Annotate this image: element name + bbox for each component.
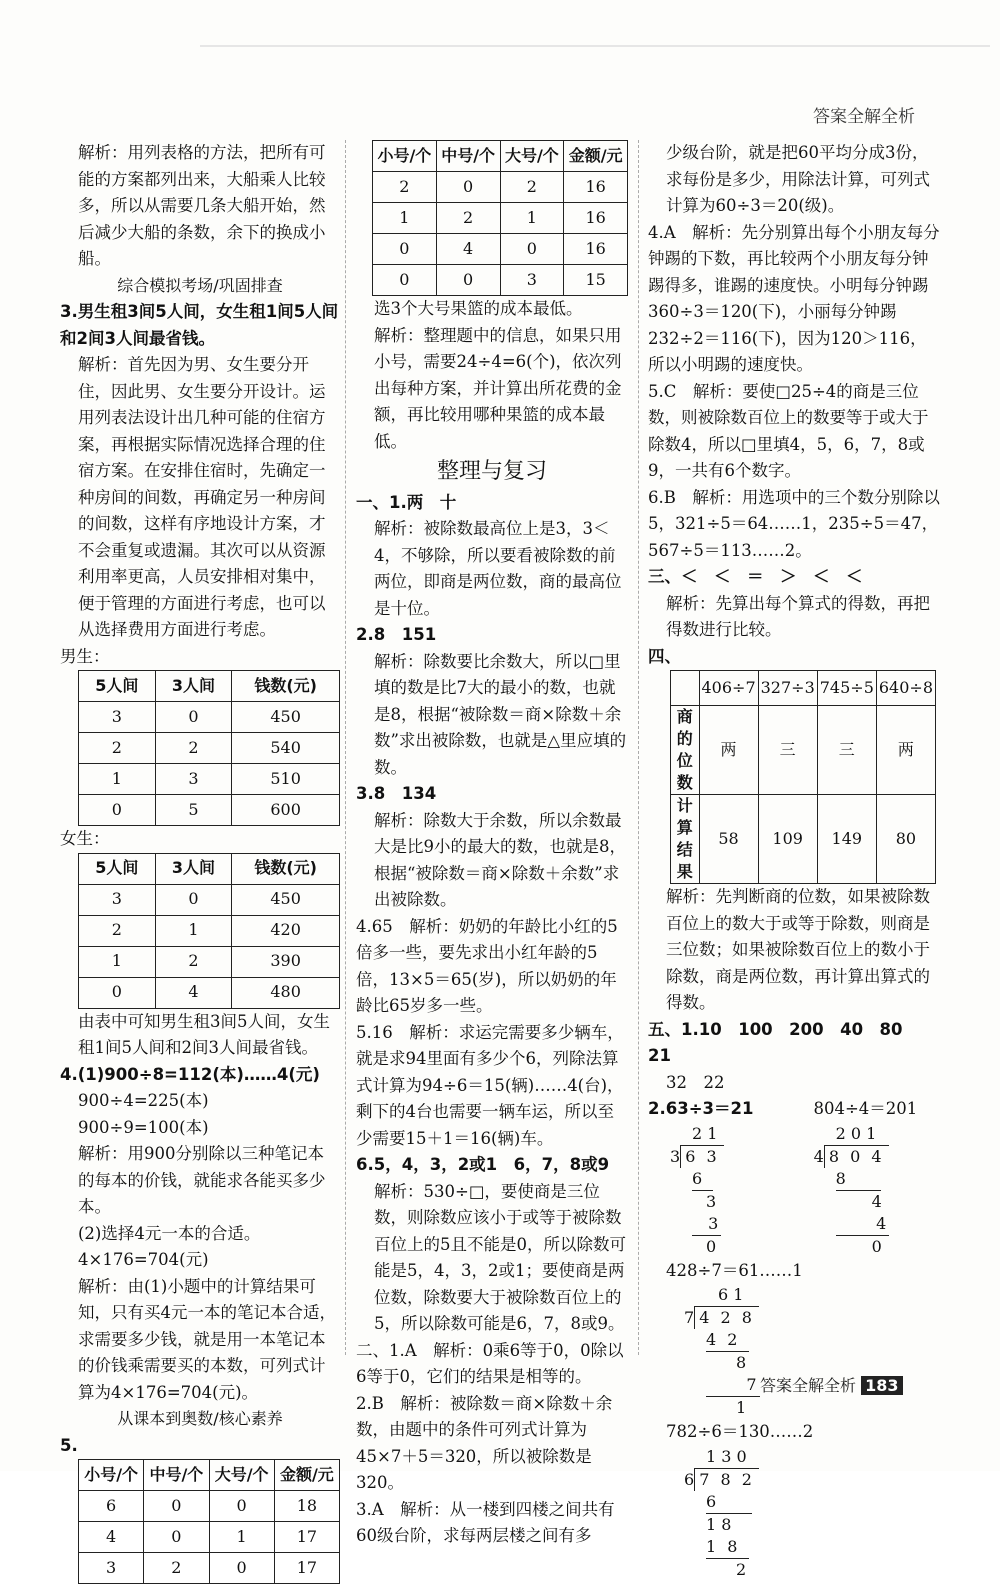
- table-cell: 0: [373, 234, 437, 265]
- table-header: 745÷5: [817, 671, 876, 706]
- table-cell: 2: [155, 733, 232, 764]
- table-cell: 80: [876, 795, 935, 884]
- table-header: 中号/个: [144, 1460, 209, 1491]
- q5-table: [78, 1459, 340, 1584]
- equation: 2.63÷3＝21: [648, 1099, 754, 1118]
- answer-text: 一、1.两 十: [356, 492, 457, 512]
- page-number: 183: [861, 1376, 902, 1395]
- answer-text: 4.(1)900÷8=112(本)……4(元): [60, 1064, 320, 1084]
- table-cell: 1: [79, 764, 156, 795]
- long-division-782-6: 1 3 0 6 7 8 2 6 1 8 1 8 2: [648, 1446, 940, 1581]
- table-cell: 109: [758, 795, 817, 884]
- answer-text: 6.B 解析：用选项中的三个数分别除以5，321÷5＝64……1，235÷5＝47，567÷5＝113……2。: [648, 487, 940, 560]
- table-cell: 0: [79, 795, 156, 826]
- table-cell: 149: [817, 795, 876, 884]
- table-cell: 0: [500, 234, 564, 265]
- table-cell: 1: [373, 203, 437, 234]
- answer-text: 三、＜ ＜ ＝ ＞ ＜ ＜: [648, 567, 863, 586]
- table-header: 大号/个: [209, 1460, 274, 1491]
- answer-text: 3.8 134: [356, 784, 437, 803]
- table-cell: 0: [209, 1553, 274, 1584]
- table-cell: 1: [500, 203, 564, 234]
- table-row: [79, 915, 340, 946]
- table-cell: 510: [232, 764, 340, 795]
- table-cell: 0: [436, 172, 500, 203]
- analysis-text: 解析：先判断商的位数，如果被除数百位上的数大于或等于除数，则商是三位数；如果被除数百位上的数小于除数，商是两位数，再计算出算式的得数。: [666, 887, 930, 1012]
- answer-text: 900÷4=225(本): [78, 1091, 209, 1110]
- table-row: [79, 795, 340, 826]
- table-cell: 0: [209, 1491, 274, 1522]
- table-cell: 450: [232, 884, 340, 915]
- answer-text: 4×176=704(元): [78, 1250, 209, 1269]
- table-cell: 2: [79, 915, 156, 946]
- table-header: 5人间: [79, 853, 156, 884]
- table-header: 钱数(元): [232, 671, 340, 702]
- column-1: [60, 140, 340, 1584]
- table-cell: 1: [209, 1522, 274, 1553]
- table-cell: 2: [373, 172, 437, 203]
- table-row: [79, 946, 340, 977]
- equation: 782÷6＝130……2: [666, 1422, 814, 1441]
- table-row: [79, 977, 340, 1008]
- answer-text: 6.5，4，3，2或1 6，7，8或9: [356, 1155, 610, 1174]
- table-cell: 2: [436, 203, 500, 234]
- female-table: [78, 853, 340, 1009]
- analysis-text: 少级台阶，就是把60平均分成3份，求每份是多少，用除法计算，可列式计算为60÷3＝20(级)。: [666, 143, 930, 215]
- analysis-text: 解析：由(1)小题中的计算结果可知，只有买4元一本的笔记本合适，求需要多少钱，就是用一本笔记本的价钱乘需要买的本数，可列式计算为4×176=704(元)。: [78, 1276, 336, 1402]
- analysis-text: 解析：用列表格的方法，把所有可能的方案都列出来，大船乘人比较多，所以从需要几条大船开始，然后减少大船的条数，余下的换成小船。: [78, 143, 326, 268]
- table-cell: 0: [144, 1522, 209, 1553]
- table-cell: 0: [155, 702, 232, 733]
- table-cell: 4: [155, 977, 232, 1008]
- table-cell: 两: [876, 706, 935, 795]
- equation: 428÷7＝61……1: [666, 1260, 803, 1280]
- answer-text: 2.8 151: [356, 625, 437, 644]
- table-cell: 3: [155, 764, 232, 795]
- table-header: 钱数(元): [232, 853, 340, 884]
- column-divider: [345, 140, 346, 1355]
- table-cell: 4: [79, 1522, 144, 1553]
- table-row: [79, 884, 340, 915]
- analysis-text: 解析：首先因为男、女生要分开住，因此男、女生要分开设计。运用列表法设计出几种可能的住宿方案，再根据实际情况选择合理的住宿方案。在安排住宿时，先确定一种房间的间数，再确定另一种房间的间数，这样有序地设计方案，才不会重复或遗漏。其次可以从资源利用率更高，人员安排相对集中，便于管理的方面进行考虑，也可以从选择费用方面进行考虑。: [78, 355, 326, 639]
- table-cell: 三: [758, 706, 817, 795]
- table-row: [79, 764, 340, 795]
- analysis-text: 解析：整理题中的信息，如果只用小号，需要24÷4=6(个)，依次列出每种方案，并计算出所花费的金额，再比较用哪种果篮的成本最低。: [374, 325, 622, 451]
- table-cell: 0: [144, 1491, 209, 1522]
- top-rule: [200, 45, 990, 47]
- table-row: [373, 172, 628, 203]
- section-number: 四、: [648, 646, 681, 666]
- equation: 804÷4＝201: [813, 1099, 918, 1118]
- answer-text: 32 22: [666, 1072, 725, 1092]
- table-cell: 两: [699, 706, 758, 795]
- answer-text: 5.16 解析：求运完需要多少辆车，就是求94里面有多少个6，列除法算式计算为94÷6＝15(辆)……4(台)，剩下的4台也需要一辆车运，所以至少需要15＋1＝16(辆)车。: [356, 1022, 624, 1148]
- long-division-804-4: 2 0 1 4 8 0 4 8 4 4 0: [813, 1123, 890, 1256]
- table-cell: 1: [155, 915, 232, 946]
- analysis-text: 解析：除数大于余数，所以余数最大是比9小的最大的数，也就是8，根据“被除数＝商×除数＋余数”求出被除数。: [374, 810, 626, 909]
- table-cell: 15: [564, 265, 628, 296]
- fruit-basket-table: [372, 140, 628, 296]
- table-cell: 6: [79, 1491, 144, 1522]
- table-cell: 17: [274, 1553, 339, 1584]
- table-cell: 2: [79, 733, 156, 764]
- table-cell: 1: [79, 946, 156, 977]
- table-row: [671, 706, 936, 795]
- table-cell: 0: [79, 977, 156, 1008]
- answer-text: 5.C 解析：要使□25÷4的商是三位数，则被除数百位上的数要等于或大于除数4，所以□里填4，5，6，7，8或9，一共有6个数字。: [648, 381, 929, 480]
- table-row: [671, 795, 936, 884]
- table-row: [373, 203, 628, 234]
- table-header: 5人间: [79, 671, 156, 702]
- table-cell: 16: [564, 203, 628, 234]
- table-cell: 3: [500, 265, 564, 296]
- analysis-text: 解析：先算出每个算式的得数，再把得数进行比较。: [666, 593, 930, 639]
- table-cell: 0: [436, 265, 500, 296]
- table-row: [79, 1522, 340, 1553]
- table-row: [79, 733, 340, 764]
- table-cell: 3: [79, 702, 156, 733]
- footer-label: 答案全解全析: [760, 1376, 857, 1395]
- column-divider: [638, 140, 639, 1355]
- table-cell: 600: [232, 795, 340, 826]
- analysis-text: 解析：除数要比余数大，所以□里填的数是比7大的最小的数，也就是8，根据“被除数＝商×除数＋余数”求出被除数，也就是△里应填的数。: [374, 651, 627, 777]
- question-number: 5.: [60, 1435, 78, 1455]
- table-row: [79, 1491, 340, 1522]
- table-cell: 540: [232, 733, 340, 764]
- subheading: 综合模拟考场/巩固排查: [117, 275, 283, 295]
- table-row: [373, 234, 628, 265]
- table-header: 640÷8: [876, 671, 935, 706]
- table-cell: 17: [274, 1522, 339, 1553]
- table-header: 小号/个: [79, 1460, 144, 1491]
- table-cell: [671, 671, 700, 706]
- table-cell: 480: [232, 977, 340, 1008]
- table-header: 327÷3: [758, 671, 817, 706]
- long-division-row: [648, 1123, 940, 1258]
- table-cell: 450: [232, 702, 340, 733]
- table-cell: 3: [79, 884, 156, 915]
- table-cell: 420: [232, 915, 340, 946]
- division-row: [648, 1096, 940, 1123]
- subheading: 从课本到奥数/核心素养: [117, 1409, 283, 1428]
- male-label: 男生：: [60, 646, 110, 666]
- table-header: 大号/个: [500, 141, 564, 172]
- conclusion-text: 由表中可知男生租3间5人间，女生租1间5人间和2间3人间最省钱。: [78, 1011, 330, 1057]
- answer-text: 900÷9=100(本): [78, 1117, 209, 1137]
- column-3: [648, 140, 940, 1581]
- table-cell: 5: [155, 795, 232, 826]
- section-title: 整理与复习: [436, 459, 547, 484]
- table-cell: 16: [564, 234, 628, 265]
- header-title: 答案全解全析: [813, 107, 915, 127]
- table-cell: 16: [564, 172, 628, 203]
- table-cell: 3: [79, 1553, 144, 1584]
- answer-text: 4.65 解析：奶奶的年龄比小红的5倍多一些，要先求出小红年龄的5倍，13×5＝65(岁)，所以奶奶的年龄比65岁多一些。: [356, 916, 618, 1015]
- table-cell: 2: [144, 1553, 209, 1584]
- table-header: 3人间: [155, 671, 232, 702]
- table-header: 小号/个: [373, 141, 437, 172]
- table-header: 金额/元: [274, 1460, 339, 1491]
- table-header: 中号/个: [436, 141, 500, 172]
- table-header: 406÷7: [699, 671, 758, 706]
- table-cell: 0: [155, 884, 232, 915]
- table-cell: 18: [274, 1491, 339, 1522]
- long-division-428-7: 6 1 7 4 2 8 4 2 8 7 1: [684, 1285, 760, 1417]
- answer-text: 五、1.10 100 200 40 80 21: [648, 1019, 920, 1065]
- answer-text: 3.男生租3间5人间，女生租1间5人间和2间3人间最省钱。: [60, 302, 339, 348]
- answer-text: 选3个大号果篮的成本最低。: [374, 299, 583, 318]
- table-header: 3人间: [155, 853, 232, 884]
- table-cell: 2: [500, 172, 564, 203]
- female-label: 女生：: [60, 829, 110, 848]
- table-row: [373, 265, 628, 296]
- table-cell: 390: [232, 946, 340, 977]
- answer-text: 二、1.A 解析：0乘6等于0，0除以6等于0，它们的结果是相等的。: [356, 1340, 624, 1386]
- analysis-text: 解析：用900分别除以三种笔记本的每本的价钱，就能求各能买多少本。: [78, 1144, 326, 1216]
- row-label: 计算结果: [671, 795, 700, 884]
- page-footer: [760, 1373, 903, 1396]
- answer-text: 2.B 解析：被除数＝商×除数＋余数，由题中的条件可列式计算为45×7＋5＝320，所以被除数是320。: [356, 1393, 613, 1492]
- table-cell: 2: [155, 946, 232, 977]
- table-cell: 4: [436, 234, 500, 265]
- table-row: [79, 702, 340, 733]
- long-division-63-3: 2 1 3 6 3 6 3 3 0: [670, 1123, 724, 1258]
- quotient-table: [670, 670, 936, 884]
- answer-text: (2)选择4元一本的合适。: [78, 1223, 261, 1243]
- answer-text: 3.A 解析：从一楼到四楼之间共有60级台阶，求每两层楼之间有多: [356, 1499, 615, 1545]
- table-cell: 0: [373, 265, 437, 296]
- table-cell: 58: [699, 795, 758, 884]
- male-table: [78, 670, 340, 826]
- row-label: 商的位数: [671, 706, 700, 795]
- analysis-text: 解析：530÷□，要使商是三位数，则除数应该小于或等于被除数百位上的5且不能是0，所以除数可能是5，4，3，2或1；要使商是两位数，除数要大于被除数百位上的5，所以除数可能是6，7，8或9。: [374, 1181, 626, 1333]
- table-cell: 三: [817, 706, 876, 795]
- column-2: [356, 140, 628, 1550]
- analysis-text: 解析：被除数最高位上是3，3＜4，不够除，所以要看被除数的前两位，即商是两位数，商的最高位是十位。: [374, 519, 622, 618]
- table-header: 金额/元: [564, 141, 628, 172]
- table-row: [79, 1553, 340, 1584]
- answer-text: 4.A 解析：先分别算出每个小朋友每分钟踢的下数，再比较两个小朋友每分钟踢得多，谁踢的速度快。小明每分钟踢360÷3＝120(下)，小丽每分钟踢232÷2＝116(下)，因为120＞116，所以小明踢的速度快。: [648, 222, 940, 374]
